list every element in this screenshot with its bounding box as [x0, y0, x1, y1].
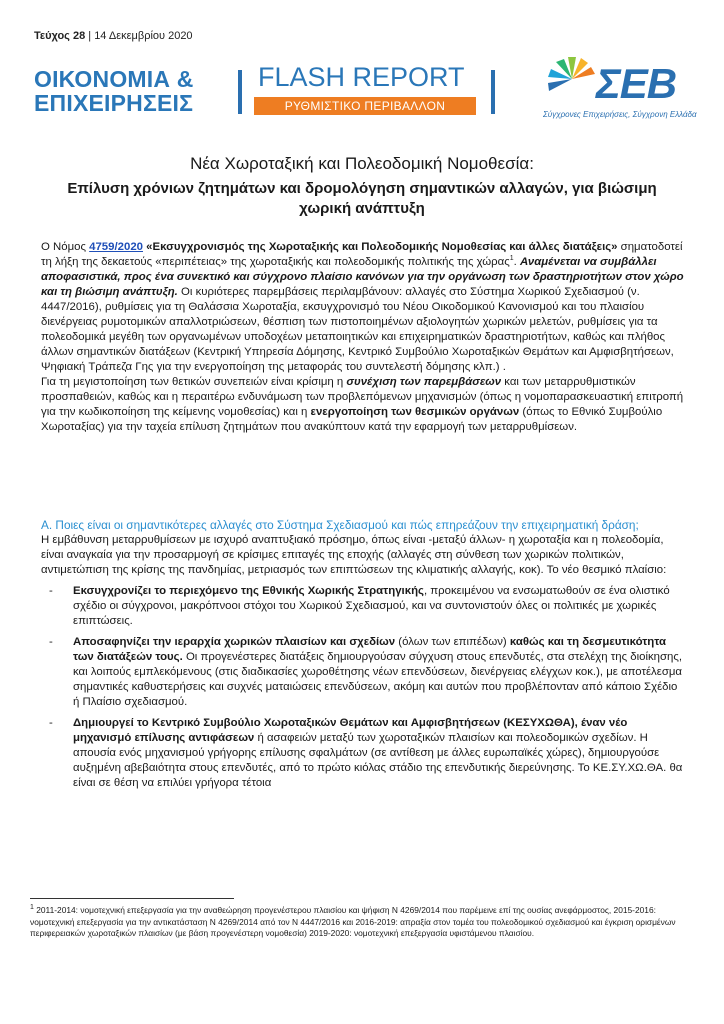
intro-paragraph-2: [41, 375, 685, 435]
list-item: [41, 584, 685, 629]
intro-emphasis: συνέχιση των παρεμβάσεων: [346, 376, 502, 388]
sev-logo-tagline: Σύγχρονες Επιχειρήσεις, Σύγχρονη Ελλάδα: [543, 110, 697, 119]
list-item-lead: Δημιουργεί το Κεντρικό Συμβούλιο Χωροταξικών Θεμάτων και Αμφισβητήσεων (ΚΕΣΥΧΩΘΑ), έναν νέο μηχανισμό επίλυσης αντιφάσεων: [73, 717, 628, 744]
list-item: [41, 635, 685, 710]
list-item-lead: καθώς και τη δεσμευτικότητα των διατάξεών τους.: [73, 636, 667, 663]
list-marker: -: [49, 585, 53, 597]
section-a-intro: Η εμβάθυνση μεταρρυθμίσεων με ισχυρό αναπτυξιακό πρόσημο, όπως είναι -μεταξύ άλλων- η χωροταξία και η πολεοδομία, είναι αναγκαία για την προσαρμογή σε κρίσιμες επιταγές της εποχής (αλλαγές στη σύνθεση των χωρικών πολιτικών, αντιμετώπιση της κρίσης της πανδημίας, μετριασμός των επιπτώσεων της κλιματικής αλλαγής, κοκ). Το νέο θεσμικό πλαίσιο:: [41, 534, 667, 576]
issue-date: 14 Δεκεμβρίου 2020: [94, 30, 193, 42]
list-item-lead: Αποσαφηνίζει την ιεραρχία χωρικών πλαισίων και σχεδίων: [73, 636, 396, 648]
issue-line: [34, 30, 193, 42]
intro-emphasis: ενεργοποίηση των θεσμικών οργάνων: [310, 406, 520, 418]
sev-logo-text: ΣΕΒ: [596, 60, 677, 107]
footnote-divider: [30, 898, 234, 899]
intro-text: (όπως το Εθνικό Συμβούλιο Χωροταξίας) για την ταχεία επίλυση ζητημάτων που ανακύπτουν κατά την εφαρμογή των μεταρρυθμίσεων.: [41, 406, 663, 433]
document-subtitle: Επίλυση χρόνιων ζητημάτων και δρομολόγηση σημαντικών αλλαγών, για βιώσιμη χωρική ανάπτυξη: [67, 180, 657, 217]
intro-text: Για τη μεγιστοποίηση των θετικών συνεπειών είναι κρίσιμη η: [41, 376, 347, 388]
issue-separator: |: [88, 30, 92, 42]
law-title: «Εκσυγχρονισμός της Χωροταξικής και Πολεοδομικής Νομοθεσίας και άλλες διατάξεις»: [143, 241, 618, 253]
category-banner: ΡΥΘΜΙΣΤΙΚΟ ΠΕΡΙΒΑΛΛΟΝ: [254, 97, 476, 115]
list-item-text: ή ασαφειών μεταξύ των χωροταξικών πλαισίων και πολεοδομικών σχεδίων. Η απουσία ενός μηχανισμού γρήγορης επίλυσης σφαλμάτων (σε αντίθεση με άλλες ευρωπαϊκές χώρες), δημιουργούσε αυξημένη αβεβαιότητα στους επενδυτές, από το πρώτο κιόλας στάδιο της επενδυτικής διερεύνησης. Το ΚΕ.ΣΥ.ΧΩ.ΘΑ. θα είναι σε θέση να επιλύει γρήγορα τέτοια: [73, 732, 683, 789]
list-item-text: (όλων των επιπέδων): [395, 636, 510, 648]
divider-bar-left: [238, 70, 242, 114]
intro-emphasis: Αναμένεται να συμβάλλει αποφασιστικά, προς ένα συνεκτικό και σύγχρονο πλαίσιο κανόνων για την οργάνωση των δραστηριοτήτων στον χώρο και τη βιώσιμη ανάπτυξη.: [41, 256, 684, 298]
document-title: Νέα Χωροταξική και Πολεοδομική Νομοθεσία:: [190, 154, 534, 173]
list-marker: -: [49, 717, 53, 729]
intro-text: Οι κυριότερες παρεμβάσεις περιλαμβάνουν: αλλαγές στο Σύστημα Χωρικού Σχεδιασμού (ν. 4447/2016), ρυθμίσεις για τη Θαλάσσια Χωροταξία, εκσυγχρονισμό του Νέου Οικοδομικού Κανονισμού και του πλαισίου διενέργειας ρυμοτομικών απαλλοτριώσεων, θέσπιση των πιστοποιημένων αξιολογητών χωρικών μελετών, ρυθμίσεις για τα πολεοδομικά μεγέθη των οργανωμένων υποδοχέων μεταποιητικών και επιχειρηματικών δραστηριοτήτων, καθώς και πλήθος άλλων σημαντικών διατάξεων (Κεντρική Υπηρεσία Δόμησης, Κεντρικό Συμβούλιο Χωροταξικών Θεμάτων και Αμφισβητήσεων, Ψηφιακή Τράπεζα Γης για την ενεργοποίηση της μεταφοράς του συντελεστή δόμησης κλπ.) .: [41, 286, 674, 373]
intro-text: και των μεταρρυθμιστικών προσπαθειών, καθώς και η περαιτέρω ενδυνάμωση των προβλεπόμενων μηχανισμών (όπως η νομοπαρασκευαστική επιτροπή για την κωδικοποίηση της κείμενης νομοθεσίας) και η: [41, 376, 684, 418]
intro-paragraph-1: [41, 240, 685, 375]
law-link[interactable]: 4759/2020: [89, 241, 143, 253]
section-a-heading: Α. Ποιες είναι οι σημαντικότερες αλλαγές στο Σύστημα Σχεδιασμού και πώς επηρεάζουν την επιχειρηματική δράση;: [41, 518, 639, 532]
footnote-text: 2011-2014: νομοτεχνική επεξεργασία για την αναθεώρηση προγενέστερου πλαισίου και ψήφιση Ν 4269/2014 που παρέμεινε επί της ουσίας ανεφάρμοστος, 2015-2016: νομοτεχνική επεξεργασία για την αντικατάσταση Ν 4269/2014 από τον Ν 4447/2016 και 2016-2019: απραξία στον τομέα του πολεοδομικού σχεδιασμού και έγκριση ορισμένων περιφερειακών χωροταξικών πλαισίων (με βάση προγενέστερη νομοθεσία) 2019-2020: νομοτεχνική επεξεργασία υφιστάμενου πλαισίου.: [30, 905, 676, 938]
list-item-lead: Εκσυγχρονίζει το περιεχόμενο της Εθνικής Χωρικής Στρατηγικής: [73, 585, 424, 597]
list-item-text: , προκειμένου να ενσωματωθούν σε ένα ολιστικό σχέδιο οι σύγχρονοι, μακρόπνοοι στόχοι του Χωρικού Σχεδιασμού, και να συντονιστούν όλες οι πολιτικές με χωρικές επιπτώσεις.: [73, 585, 670, 627]
divider-bar-right: [491, 70, 495, 114]
footnote: [30, 905, 694, 940]
intro-section: [41, 240, 685, 435]
footnote-mark: 1: [30, 904, 34, 912]
section-a: [41, 518, 685, 797]
intro-text: .: [513, 256, 520, 268]
change-list: [41, 584, 685, 791]
section-title-line-1: ΟΙΚΟΝΟΜΙΑ &: [34, 66, 194, 92]
list-marker: -: [49, 636, 53, 648]
issue-label: Τεύχος 28: [34, 30, 86, 42]
sev-logo-icon: [541, 55, 601, 107]
intro-text: σηματοδοτεί τη λήξη της δεκαετούς «περιπέτειας» της χωροταξικής και πολεοδομικής πολιτικής της χώρας: [41, 241, 683, 268]
list-item: [41, 716, 685, 791]
footnote-ref: 1: [509, 255, 514, 263]
section-title: [34, 67, 234, 115]
section-title-line-2: ΕΠΙΧΕΙΡΗΣΕΙΣ: [34, 90, 194, 116]
intro-text: Ο Νόμος: [41, 241, 90, 253]
list-item-text: Οι προγενέστερες διατάξεις δημιουργούσαν σύγχυση στους επενδυτές, στα στελέχη της διοίκησης, και λοιπούς εμπλεκόμενους (στις διαδικασίες χωροθέτησης νέων επενδύσεων, διενέργειας ελέγχων κοκ.), με αποτέλεσμα σημαντικές καθυστερήσεις και συχνές ματαιώσεις επενδύσεων, ακόμη και αυτών που προβλέπονταν από κάποιο Σχέδιο ή Πλαίσιο σχεδιασμού.: [73, 651, 683, 708]
flash-report-label: FLASH REPORT: [258, 62, 465, 92]
